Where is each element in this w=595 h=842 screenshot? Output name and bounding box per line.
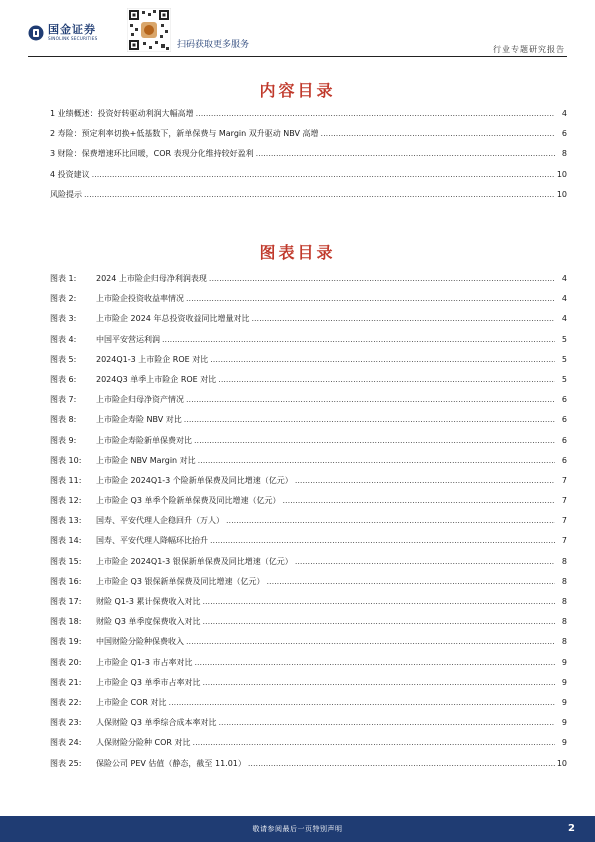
figure-number: 图表 4: [50, 334, 77, 344]
figure-page: 5 [561, 354, 567, 364]
figure-page: 7 [561, 536, 567, 546]
figure-number: 图表 18: [50, 617, 82, 627]
figures-list [50, 273, 567, 778]
dot-leader [248, 759, 555, 768]
toc-entry[interactable] [50, 108, 567, 128]
figure-number: 图表 1: [50, 274, 77, 283]
toc-entry[interactable] [50, 148, 567, 168]
dot-leader [193, 738, 555, 747]
figure-page: 4 [561, 314, 567, 324]
dot-leader [202, 617, 555, 626]
toc-entry[interactable] [50, 128, 567, 148]
figure-page: 9 [561, 677, 567, 687]
figure-number: 图表 24: [50, 738, 82, 748]
dot-leader [202, 597, 555, 606]
dot-leader [198, 456, 555, 465]
dot-leader [209, 274, 555, 283]
figure-entry[interactable] [50, 374, 567, 394]
figure-title: 2024Q1-3 上市险企 ROE 对比 [96, 354, 209, 364]
figure-page: 8 [561, 576, 567, 586]
figure-title: 人保财险 Q3 单季综合成本率对比 [96, 718, 217, 728]
figure-title: 中国平安营运利润 [96, 334, 160, 344]
toc-entry-page: 4 [561, 109, 567, 118]
qr-code-icon [127, 8, 171, 52]
figure-number: 图表 11: [50, 475, 82, 485]
toc-entry-text: 风险提示 [50, 189, 82, 199]
footer-disclaimer: 敬请参阅最后一页特别声明 [252, 825, 343, 833]
dot-leader [186, 294, 555, 303]
toc-entry-text: 4 投资建议 [50, 169, 90, 179]
dot-leader [186, 637, 555, 646]
figure-page: 8 [561, 556, 567, 566]
figure-number: 图表 7: [50, 395, 77, 405]
figure-number: 图表 21: [50, 677, 82, 687]
figure-entry[interactable] [50, 596, 567, 616]
figure-number: 图表 14: [50, 536, 82, 546]
figure-page: 9 [561, 697, 567, 707]
figure-page: 8 [561, 637, 567, 647]
figure-number: 图表 23: [50, 718, 82, 728]
dot-leader [162, 335, 555, 344]
figure-entry[interactable] [50, 697, 567, 717]
sinolink-logo-icon [28, 25, 44, 41]
dot-leader [92, 170, 555, 179]
page-footer [0, 816, 595, 842]
figure-title: 人保财险分险种 COR 对比 [96, 738, 191, 748]
figure-title: 上市险企 COR 对比 [96, 697, 167, 707]
figure-page: 6 [561, 395, 567, 405]
figure-page: 8 [561, 597, 567, 606]
figure-number: 图表 16: [50, 576, 82, 586]
company-logo [28, 24, 97, 41]
dot-leader [202, 678, 555, 687]
figure-title: 上市险企寿险 NBV 对比 [96, 415, 182, 425]
figure-page: 8 [561, 617, 567, 627]
dot-leader [84, 190, 555, 199]
dot-leader [251, 314, 555, 323]
figure-number: 图表 12: [50, 496, 82, 506]
figure-number: 图表 9: [50, 435, 77, 445]
figure-number: 图表 5: [50, 354, 77, 364]
toc-entry[interactable] [50, 189, 567, 209]
figure-entry[interactable] [50, 576, 567, 596]
figure-title: 上市险企 Q1-3 市占率对比 [96, 657, 193, 667]
figure-page: 7 [561, 475, 567, 485]
figure-entry[interactable] [50, 515, 567, 535]
dot-leader [295, 476, 555, 485]
figure-number: 图表 2: [50, 294, 77, 304]
toc-entry-page: 6 [561, 129, 567, 139]
figure-entry[interactable] [50, 394, 567, 414]
figure-number: 图表 15: [50, 556, 82, 566]
toc-entry[interactable] [50, 169, 567, 189]
figure-entry[interactable] [50, 435, 567, 455]
toc-entry-text: 1 业绩概述：投资好转驱动利润大幅高增 [50, 109, 194, 118]
dot-leader [218, 375, 555, 384]
figure-entry[interactable] [50, 334, 567, 354]
dot-leader [266, 577, 555, 586]
figure-title: 上市险企寿险新单保费对比 [96, 435, 192, 445]
figure-entry[interactable] [50, 616, 567, 636]
figure-title: 2024Q3 单季上市险企 ROE 对比 [96, 374, 217, 384]
figure-title: 财险 Q3 单季度保费收入对比 [96, 617, 201, 627]
figure-number: 图表 25: [50, 758, 82, 768]
dot-leader [226, 516, 555, 525]
figure-entry[interactable] [50, 455, 567, 475]
figure-title: 上市险企 NBV Margin 对比 [96, 455, 196, 465]
contents-list [50, 108, 567, 209]
logo-english-name: SINOLINK SECURITIES [48, 36, 98, 41]
dot-leader [210, 355, 555, 364]
toc-entry-page: 8 [561, 149, 567, 159]
figure-page: 5 [561, 374, 567, 384]
figure-title: 上市险企 Q3 银保新单保费及同比增速（亿元） [96, 576, 265, 586]
figure-title: 上市险企 2024Q1-3 银保新单保费及同比增速（亿元） [96, 556, 293, 566]
figure-number: 图表 6: [50, 374, 77, 384]
figure-title: 保险公司 PEV 估值（静态，截至 11.01） [96, 758, 246, 768]
figure-entry[interactable] [50, 737, 567, 757]
dot-leader [210, 536, 555, 545]
figure-title: 上市险企 Q3 单季市占率对比 [96, 677, 201, 687]
dot-leader [218, 718, 555, 727]
figure-page: 6 [561, 435, 567, 445]
figure-page: 10 [556, 758, 567, 768]
figure-number: 图表 10: [50, 455, 82, 465]
dot-leader [196, 109, 555, 118]
figure-entry[interactable] [50, 717, 567, 737]
figure-number: 图表 19: [50, 637, 82, 647]
toc-entry-page: 10 [556, 169, 567, 179]
figure-number: 图表 20: [50, 657, 82, 667]
figure-page: 5 [561, 334, 567, 344]
dot-leader [184, 415, 555, 424]
dot-leader [256, 149, 555, 158]
figure-page: 9 [561, 738, 567, 748]
figure-number: 图表 8: [50, 415, 77, 425]
qr-code-label: 扫码获取更多服务 [177, 40, 250, 50]
report-type-label: 行业专题研究报告 [493, 45, 565, 54]
figure-page: 6 [561, 455, 567, 465]
figure-entry[interactable] [50, 414, 567, 434]
figure-number: 图表 22: [50, 697, 82, 707]
header-divider [28, 56, 567, 57]
figure-title: 上市险企归母净资产情况 [96, 395, 184, 405]
figure-entry[interactable] [50, 657, 567, 677]
contents-title: 内容目录 [259, 81, 336, 100]
dot-leader [295, 557, 555, 566]
figure-page: 9 [561, 718, 567, 728]
figure-entry[interactable] [50, 677, 567, 697]
dot-leader [321, 129, 555, 138]
figure-title: 2024 上市险企归母净利润表现 [96, 274, 207, 283]
figure-entry[interactable] [50, 475, 567, 495]
figure-title: 上市险企 2024Q1-3 个险新单保费及同比增速（亿元） [96, 475, 293, 485]
figure-title: 中国财险分险种保费收入 [96, 637, 184, 647]
figure-entry[interactable] [50, 556, 567, 576]
logo-chinese-name: 国金证券 [48, 23, 96, 36]
figure-page: 9 [561, 657, 567, 667]
figure-title: 财险 Q1-3 累计保费收入对比 [96, 597, 201, 606]
figure-entry[interactable] [50, 273, 567, 293]
figure-page: 4 [561, 294, 567, 304]
figure-page: 7 [561, 516, 567, 526]
page-header [0, 0, 595, 56]
figure-title: 上市险企 2024 年总投资收益同比增量对比 [96, 314, 250, 324]
figure-entry[interactable] [50, 354, 567, 374]
figure-number: 图表 17: [50, 597, 82, 606]
toc-entry-page: 10 [556, 189, 567, 199]
figure-title: 上市险企投资收益率情况 [96, 294, 184, 304]
figure-entry[interactable] [50, 495, 567, 515]
dot-leader [194, 658, 555, 667]
toc-entry-text: 2 寿险：预定利率切换+低基数下，新单保费与 Margin 双升驱动 NBV 高增 [50, 129, 319, 139]
figure-page: 6 [561, 415, 567, 425]
figure-entry[interactable] [50, 636, 567, 656]
dot-leader [194, 436, 555, 445]
figure-number: 图表 3: [50, 314, 77, 324]
figure-title: 国寿、平安代理人企稳回升（万人） [96, 516, 224, 526]
figure-number: 图表 13: [50, 516, 82, 526]
figure-title: 国寿、平安代理人降幅环比抬升 [96, 536, 208, 546]
figure-page: 7 [561, 496, 567, 506]
figure-page: 4 [561, 274, 567, 283]
page-number: 2 [568, 823, 575, 834]
figures-title: 图表目录 [259, 243, 336, 262]
dot-leader [169, 698, 555, 707]
dot-leader [186, 395, 555, 404]
toc-entry-text: 3 财险：保费增速环比回暖，COR 表现分化维持较好盈利 [50, 149, 254, 159]
figure-entry[interactable] [50, 293, 567, 313]
figure-entry[interactable] [50, 758, 567, 778]
dot-leader [282, 496, 555, 505]
figure-entry[interactable] [50, 535, 567, 555]
figure-title: 上市险企 Q3 单季个险新单保费及同比增速（亿元） [96, 496, 281, 506]
figure-entry[interactable] [50, 313, 567, 333]
